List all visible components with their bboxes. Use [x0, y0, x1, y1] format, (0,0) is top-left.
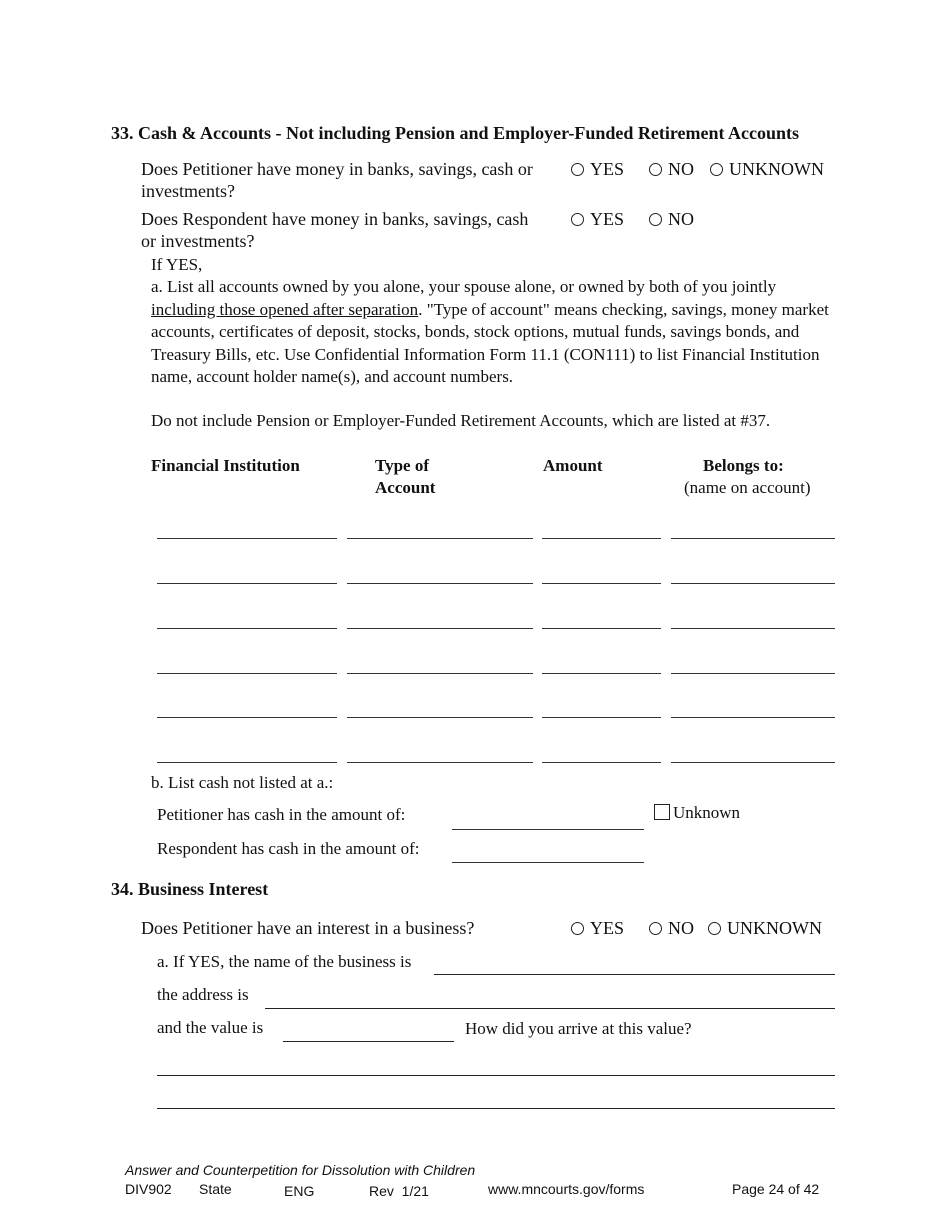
business-interest-question: Does Petitioner have an interest in a business? [141, 918, 475, 938]
header-type-line2: Account [375, 478, 436, 497]
type-field[interactable] [347, 673, 533, 674]
type-field[interactable] [347, 717, 533, 718]
radio-circle-icon[interactable] [571, 922, 584, 935]
instructions-text: a. List all accounts owned by you alone, your spouse alone, or owned by both of you jointly [151, 277, 777, 296]
header-type-line1: Type of [375, 456, 429, 475]
petitioner-money-unknown-option[interactable] [710, 159, 824, 180]
option-label: YES [590, 918, 625, 938]
institution-field[interactable] [157, 673, 337, 674]
respondent-cash-field[interactable] [452, 862, 644, 863]
amount-field[interactable] [542, 583, 661, 584]
radio-circle-icon[interactable] [710, 163, 723, 176]
header-financial-institution: Financial Institution [151, 456, 300, 475]
petitioner-cash-label: Petitioner has cash in the amount of: [157, 805, 406, 824]
option-label: UNKNOWN [727, 918, 822, 938]
petitioner-money-question-line1: Does Petitioner have money in banks, savings, cash or [141, 159, 533, 179]
type-field[interactable] [347, 538, 533, 539]
amount-field[interactable] [542, 538, 661, 539]
business-address-field[interactable] [265, 1008, 835, 1009]
institution-field[interactable] [157, 628, 337, 629]
type-field[interactable] [347, 583, 533, 584]
petitioner-money-yes-option[interactable] [571, 159, 624, 180]
business-name-label: a. If YES, the name of the business is [157, 952, 412, 971]
footer-website-link[interactable]: www.mncourts.gov/forms [488, 1181, 645, 1197]
radio-circle-icon[interactable] [571, 163, 584, 176]
option-label: NO [668, 918, 694, 938]
petitioner-cash-field[interactable] [452, 829, 644, 830]
value-method-question: How did you arrive at this value? [465, 1019, 692, 1038]
option-label: NO [668, 209, 694, 229]
header-name-on-account: (name on account) [684, 478, 811, 497]
belongs-field[interactable] [671, 673, 835, 674]
radio-circle-icon[interactable] [571, 213, 584, 226]
instructions-text-cont: . "Type of account" means checking, savings, money market accounts, certificates of deposit, stocks, bonds, stock options, mutual funds, savings bonds, and Treasury Bills, etc. Use Confidential Information Form 11.1 (CON111) to list Financial Institution name, account holder name(s), and account numbers. [151, 299, 829, 386]
respondent-money-question-line2: or investments? [141, 231, 255, 251]
footer-revision: Rev 1/21 [369, 1183, 429, 1199]
petitioner-money-no-option[interactable] [649, 159, 694, 180]
radio-circle-icon[interactable] [649, 213, 662, 226]
value-method-line-2[interactable] [157, 1108, 835, 1109]
footer-form-title: Answer and Counterpetition for Dissolution with Children [125, 1162, 476, 1178]
checkbox-label: Unknown [673, 803, 741, 822]
belongs-field[interactable] [671, 583, 835, 584]
type-field[interactable] [347, 762, 533, 763]
radio-circle-icon[interactable] [708, 922, 721, 935]
option-label: YES [590, 209, 625, 229]
business-yes-option[interactable] [571, 918, 624, 939]
footer-page-number: Page 24 of 42 [732, 1181, 820, 1197]
belongs-field[interactable] [671, 717, 835, 718]
section-33-title: 33. Cash & Accounts - Not including Pension and Employer-Funded Retirement Accounts [111, 123, 800, 143]
option-label: YES [590, 159, 625, 179]
accounts-instructions [151, 276, 841, 389]
business-no-option[interactable] [649, 918, 694, 939]
business-value-label: and the value is [157, 1018, 264, 1037]
institution-field[interactable] [157, 717, 337, 718]
footer-language: ENG [284, 1183, 315, 1199]
business-address-label: the address is [157, 985, 249, 1004]
header-belongs-to: Belongs to: [703, 456, 784, 475]
checkbox-icon[interactable] [654, 804, 670, 820]
type-field[interactable] [347, 628, 533, 629]
amount-field[interactable] [542, 673, 661, 674]
amount-field[interactable] [542, 717, 661, 718]
respondent-cash-label: Respondent has cash in the amount of: [157, 839, 420, 858]
if-yes-label: If YES, [151, 255, 203, 274]
footer-jurisdiction: State [199, 1181, 232, 1197]
section-34-title: 34. Business Interest [111, 879, 269, 899]
option-label: UNKNOWN [729, 159, 824, 179]
petitioner-cash-unknown-checkbox[interactable] [654, 803, 740, 823]
amount-field[interactable] [542, 628, 661, 629]
belongs-field[interactable] [671, 762, 835, 763]
business-unknown-option[interactable] [708, 918, 822, 939]
institution-field[interactable] [157, 762, 337, 763]
instructions-underlined-text: including those opened after separation [151, 299, 419, 319]
radio-circle-icon[interactable] [649, 163, 662, 176]
business-name-field[interactable] [434, 974, 835, 975]
institution-field[interactable] [157, 538, 337, 539]
respondent-money-question-line1: Does Respondent have money in banks, savings, cash [141, 209, 529, 229]
cash-not-listed-label: b. List cash not listed at a.: [151, 773, 334, 792]
exclude-pension-note: Do not include Pension or Employer-Funded Retirement Accounts, which are listed at #37. [151, 411, 771, 430]
business-value-field[interactable] [283, 1041, 454, 1042]
belongs-field[interactable] [671, 628, 835, 629]
radio-circle-icon[interactable] [649, 922, 662, 935]
respondent-money-no-option[interactable] [649, 209, 694, 230]
amount-field[interactable] [542, 762, 661, 763]
belongs-field[interactable] [671, 538, 835, 539]
value-method-line-1[interactable] [157, 1075, 835, 1076]
petitioner-money-question-line2: investments? [141, 181, 235, 201]
header-amount: Amount [543, 456, 603, 475]
respondent-money-yes-option[interactable] [571, 209, 624, 230]
institution-field[interactable] [157, 583, 337, 584]
option-label: NO [668, 159, 694, 179]
footer-form-code: DIV902 [125, 1181, 172, 1197]
